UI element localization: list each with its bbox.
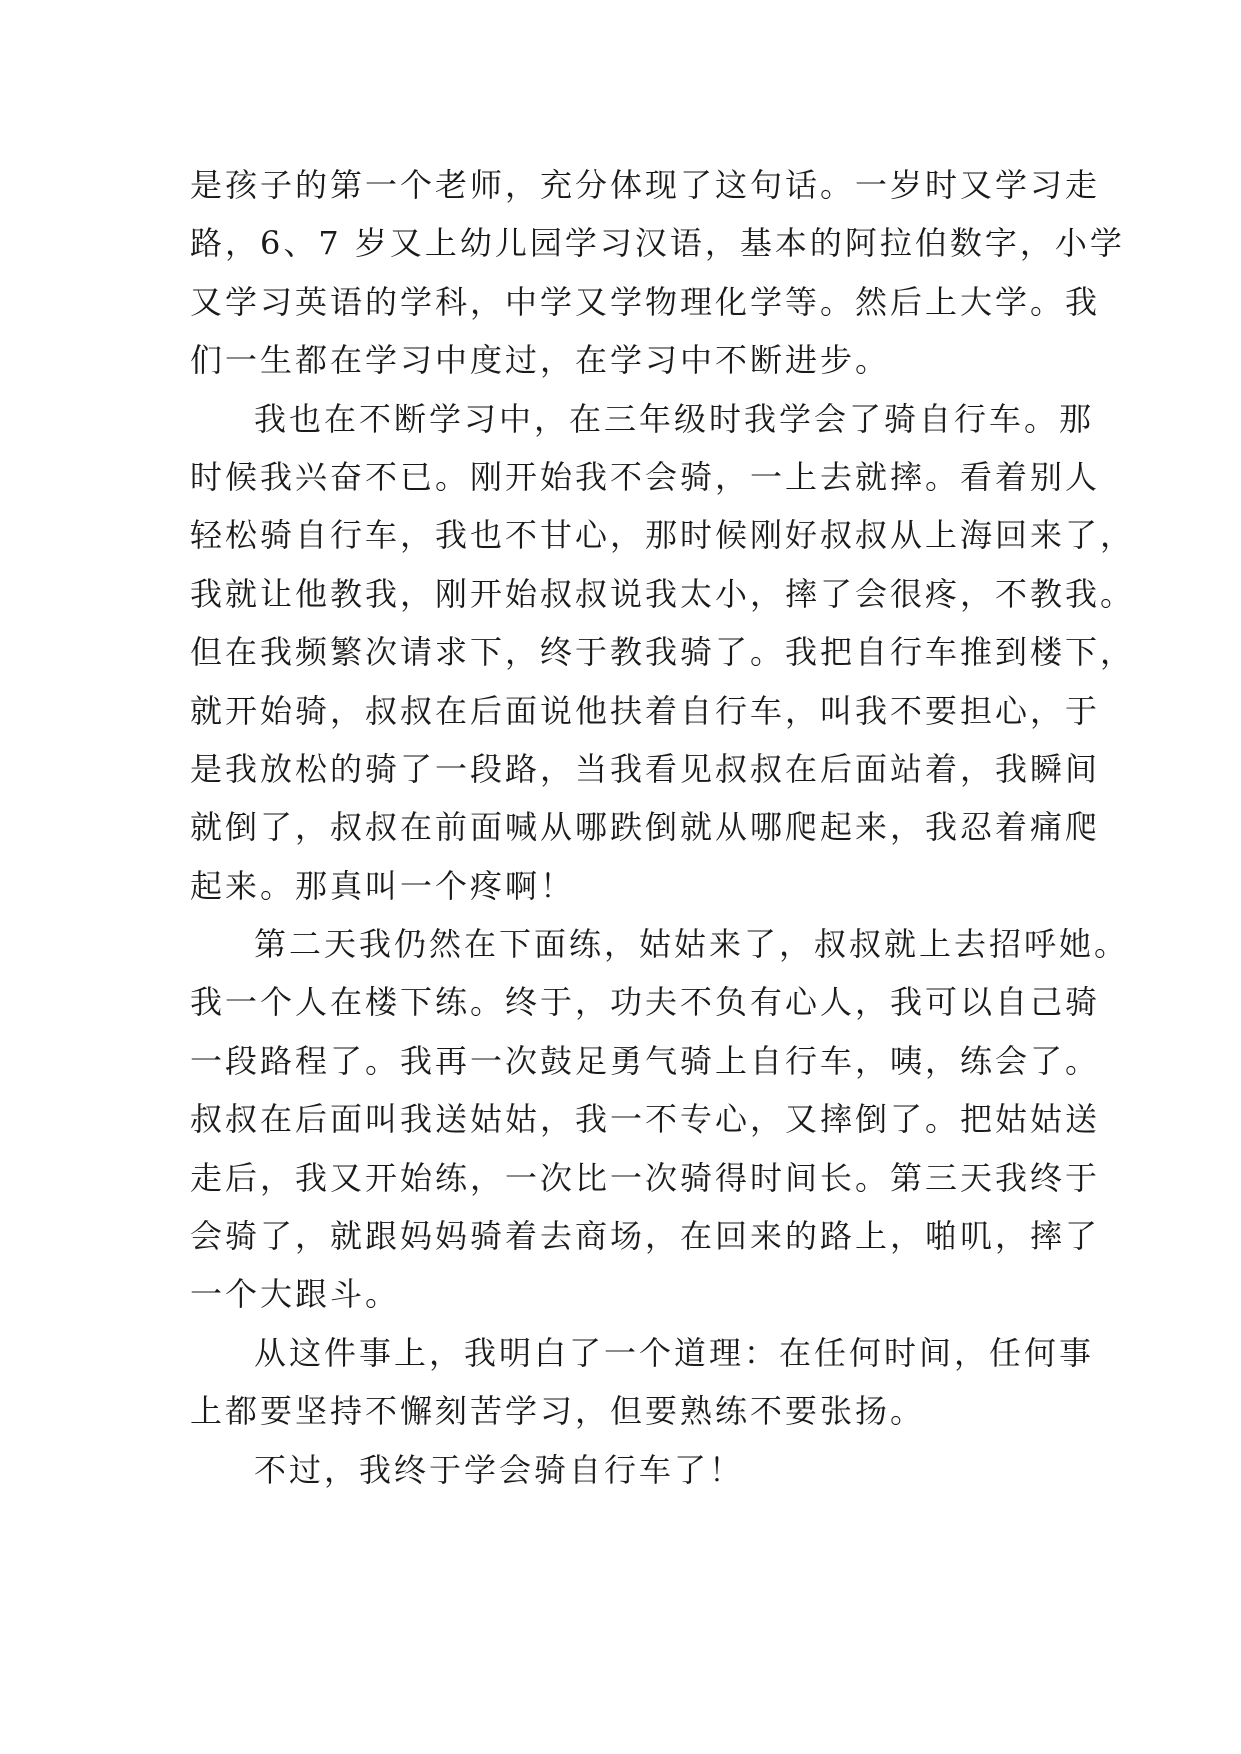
- text-line: 我就让他教我，刚开始叔叔说我太小，摔了会很疼，不教我。: [190, 574, 1136, 613]
- text-line: 轻松骑自行车，我也不甘心，那时候刚好叔叔从上海回来了，: [190, 516, 1136, 555]
- text-line: 路，6、7 岁又上幼儿园学习汉语，基本的阿拉伯数字，小学: [190, 224, 1125, 263]
- paragraph: [190, 390, 1136, 916]
- text-line: 是孩子的第一个老师，充分体现了这句话。一岁时又学习走: [190, 166, 1101, 204]
- text-line: 起来。那真叫一个疼啊！: [190, 866, 576, 905]
- paragraph: [190, 1441, 1060, 1499]
- paragraph: [190, 156, 1125, 390]
- document-body: [190, 156, 1136, 1499]
- text-line: 就开始骑，叔叔在后面说他扶着自行车，叫我不要担心，于: [190, 691, 1101, 730]
- paragraph: [190, 1324, 1095, 1441]
- text-line: 从这件事上，我明白了一个道理：在任何时间，任何事: [254, 1333, 1095, 1372]
- text-line: 会骑了，就跟妈妈骑着去商场，在回来的路上，啪叽，摔了: [190, 1217, 1101, 1256]
- paragraph: [190, 915, 1130, 1324]
- text-line: 又学习英语的学科，中学又学物理化学等。然后上大学。我: [190, 282, 1101, 321]
- text-line: 们一生都在学习中度过，在学习中不断进步。: [190, 341, 891, 380]
- text-line: 一个大跟斗。: [190, 1275, 401, 1314]
- text-line: 但在我频繁次请求下，终于教我骑了。我把自行车推到楼下，: [190, 633, 1136, 672]
- text-line: 是我放松的骑了一段路，当我看见叔叔在后面站着，我瞬间: [190, 749, 1101, 788]
- text-line: 第二天我仍然在下面练，姑姑来了，叔叔就上去招呼她。: [254, 925, 1130, 964]
- text-line: 叔叔在后面叫我送姑姑，我一不专心，又摔倒了。把姑姑送: [190, 1100, 1101, 1139]
- text-line: 走后，我又开始练，一次比一次骑得时间长。第三天我终于: [190, 1158, 1101, 1197]
- text-line: 就倒了，叔叔在前面喊从哪跌倒就从哪爬起来，我忍着痛爬: [190, 808, 1101, 847]
- text-line: 时候我兴奋不已。刚开始我不会骑，一上去就摔。看着别人: [190, 457, 1101, 496]
- text-line: 上都要坚持不懈刻苦学习，但要熟练不要张扬。: [190, 1392, 926, 1431]
- text-line: 不过，我终于学会骑自行车了！: [254, 1450, 745, 1489]
- text-line: 一段路程了。我再一次鼓足勇气骑上自行车，咦，练会了。: [190, 1041, 1101, 1080]
- text-line: 我也在不断学习中，在三年级时我学会了骑自行车。那: [254, 399, 1095, 438]
- text-line: 我一个人在楼下练。终于，功夫不负有心人，我可以自己骑: [190, 983, 1101, 1022]
